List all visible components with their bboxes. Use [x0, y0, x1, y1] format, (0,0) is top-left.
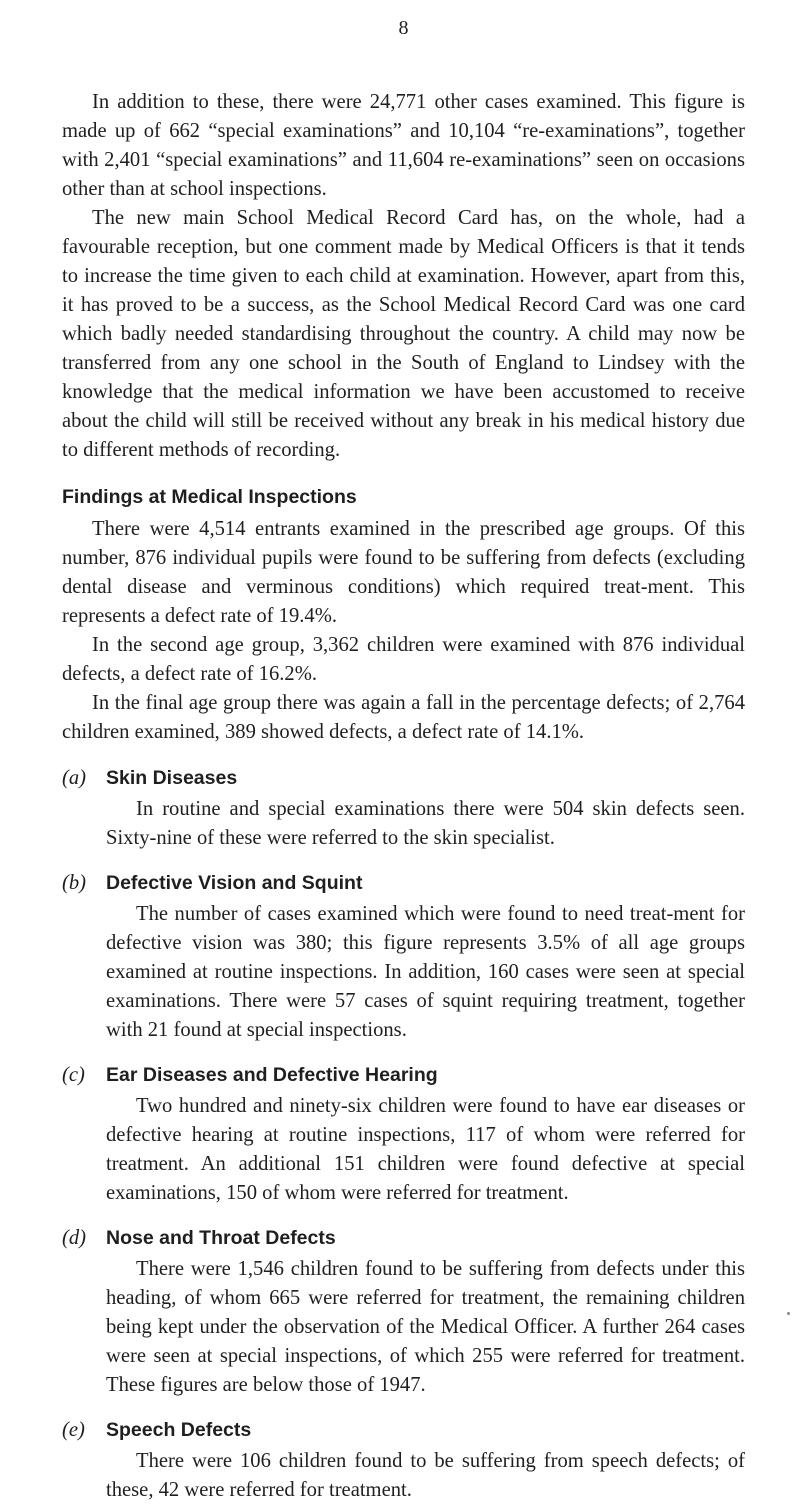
findings-paragraph-2: In the second age group, 3,362 children were examined with 876 individual defects, a defect rate of 16.2%.: [62, 634, 745, 685]
section-text: The number of cases examined which were found to need treat-ment for defective vision was 380; this figure represents 3.5% of all age groups examined at routine inspections. In addition, 160 cases were seen at special examinations. There were 57 cases of squint requiring treatment, together with 21 found at special inspections.: [106, 903, 745, 1041]
document-page: [62, 14, 745, 1505]
section-body: [106, 1416, 745, 1505]
section-body: [106, 1224, 745, 1400]
section-speech-defects: [62, 1416, 745, 1505]
section-text: There were 1,546 children found to be suffering from defects under this heading, of whom 665 were referred for treatment, the remaining children being kept under the observation of the Medical Officer. A further 264 cases were seen at special inspections, of which 255 were referred for treatment. These figures are below those of 1947.: [106, 1258, 745, 1396]
section-heading: Ear Diseases and Defective Hearing: [106, 1064, 438, 1086]
scan-speck: [787, 1312, 790, 1315]
page-number: 8: [398, 17, 409, 39]
spacer: [62, 1208, 745, 1224]
section-heading: Defective Vision and Squint: [106, 872, 363, 894]
section-label: (d): [62, 1227, 87, 1249]
findings-heading: Findings at Medical Inspections: [62, 486, 357, 508]
section-heading: Nose and Throat Defects: [106, 1227, 336, 1249]
section-skin-diseases: [62, 764, 745, 853]
spacer: [62, 853, 745, 869]
spacer: [62, 465, 745, 483]
section-text: Two hundred and ninety-six children were found to have ear diseases or defective hearing at routine inspections, 117 of whom were referred for treatment. An additional 151 children were found defective at special examinations, 150 of whom were referred for treatment.: [106, 1095, 745, 1204]
spacer: [62, 1045, 745, 1061]
section-label: (c): [62, 1064, 85, 1086]
section-nose-throat: [62, 1224, 745, 1400]
spacer: [62, 1400, 745, 1416]
section-body: [106, 1061, 745, 1208]
section-defective-vision: [62, 869, 745, 1045]
findings-paragraph-3: In the final age group there was again a fall in the percentage defects; of 2,764 children examined, 389 showed defects, a defect rate of 14.1%.: [62, 692, 745, 743]
section-text: There were 106 children found to be suffering from speech defects; of these, 42 were referred for treatment.: [106, 1450, 745, 1501]
intro-paragraph-2: The new main School Medical Record Card has, on the whole, had a favourable reception, but one comment made by Medical Officers is that it tends to increase the time given to each child at examination. However, apart from this, it has proved to be a success, as the School Medical Record Card was one card which badly needed standardising throughout the country. A child may now be transferred from any one school in the South of England to Lindsey with the knowledge that the medical information we have been accustomed to receive about the child will still be received without any break in his medical history due to different methods of recording.: [62, 207, 745, 461]
section-body: [106, 764, 745, 853]
section-label: (b): [62, 872, 87, 894]
section-heading: Skin Diseases: [106, 767, 238, 789]
findings-paragraph-1: There were 4,514 entrants examined in the prescribed age groups. Of this number, 876 individual pupils were found to be suffering from defects (excluding dental disease and verminous conditions) which required treat-ment. This represents a defect rate of 19.4%.: [62, 518, 745, 627]
intro-paragraph-1: In addition to these, there were 24,771 other cases examined. This figure is made up of 662 “special examinations” and 10,104 “re-examinations”, together with 2,401 “special examinations” and 11,604 re-examinations” seen on occasions other than at school inspections.: [62, 91, 745, 200]
spacer: [62, 747, 745, 764]
section-text: In routine and special examinations there were 504 skin defects seen. Sixty-nine of these were referred to the skin specialist.: [106, 798, 745, 849]
section-heading: Speech Defects: [106, 1419, 252, 1441]
section-label: (e): [62, 1419, 85, 1441]
section-ear-diseases: [62, 1061, 745, 1208]
section-body: [106, 869, 745, 1045]
section-label: (a): [62, 767, 87, 789]
